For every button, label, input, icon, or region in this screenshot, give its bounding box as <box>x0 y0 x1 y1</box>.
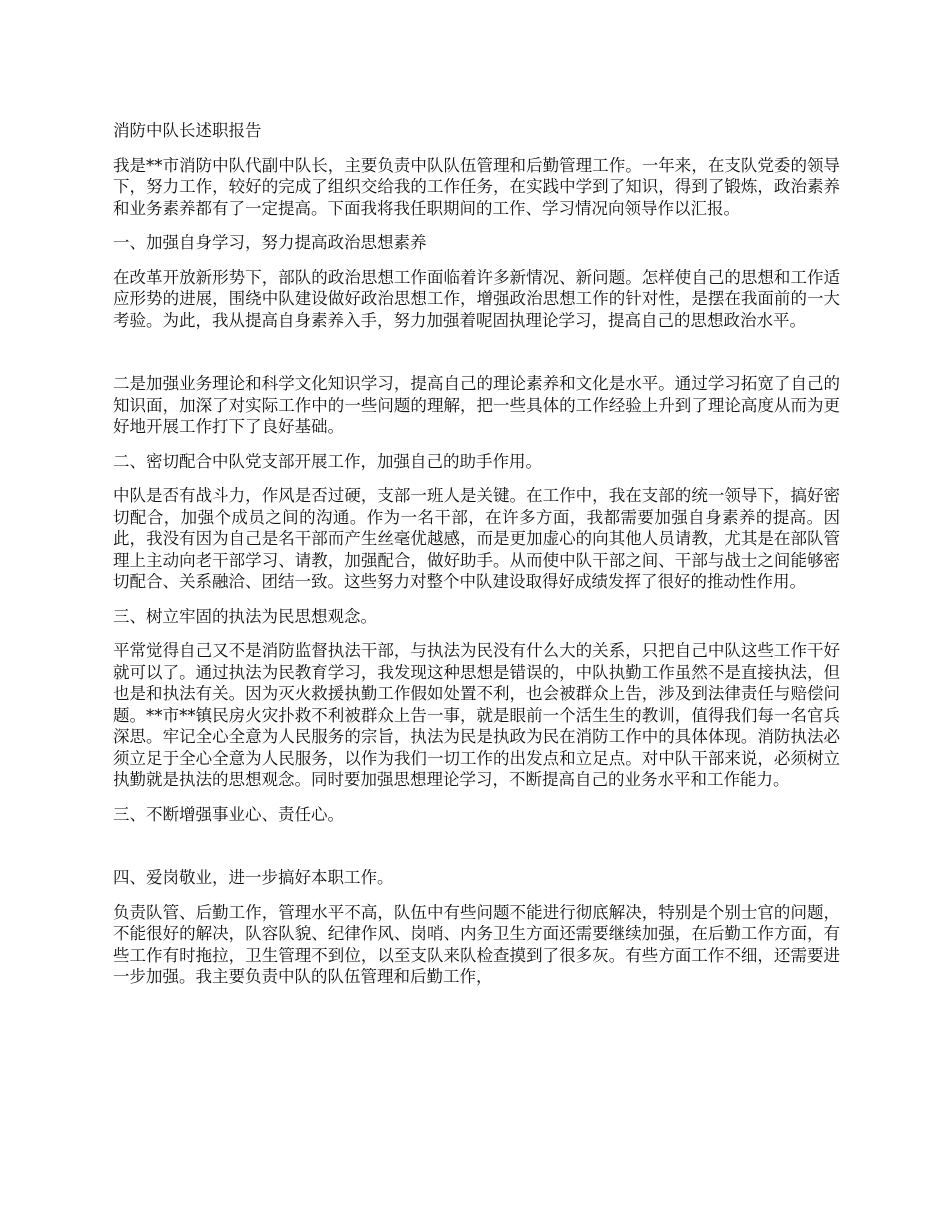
body-paragraph: 平常觉得自己又不是消防监督执法干部，与执法为民没有什么大的关系，只把自己中队这些工作干好就可以了。通过执法为民教育学习，我发现这种思想是错误的，中队执勤工作虽然不是直接执法，但也是和执法有关。因为灭火救援执勤工作假如处置不利，也会被群众上告，涉及到法律责任与赔偿问题。**市**镇民房火灾扑救不利被群众上告一事，就是眼前一个活生生的教训，值得我们每一名官兵深思。牢记全心全意为人民服务的宗旨，执法为民是执政为民在消防工作中的具体体现。消防执法必须立足于全心全意为人民服务，以作为我们一切工作的出发点和立足点。对中队干部来说，必须树立执勤就是执法的思想观念。同时要加强思想理论学习，不断提高自己的业务水平和工作能力。 <box>113 641 840 789</box>
body-paragraph: 在改革开放新形势下，部队的政治思想工作面临着许多新情况、新问题。怎样使自己的思想和工作适应形势的进展，围绕中队建设做好政治思想工作，增强政治思想工作的针对性，是摆在我面前的一大考验。为此，我从提高自身素养入手，努力加强着呢固执理论学习，提高自己的思想政治水平。 <box>113 267 840 330</box>
document-body <box>113 120 840 1001</box>
body-paragraph: 二是加强业务理论和科学文化知识学习，提高自己的理论素养和文化是水平。通过学习拓宽了自己的知识面，加深了对实际工作中的一些问题的理解，把一些具体的工作经验上升到了理论高度从而为更好地开展工作打下了良好基础。 <box>113 374 840 436</box>
section-heading-3b: 三、不断增强事业心、责任心。 <box>113 804 344 824</box>
body-paragraph: 负责队管、后勤工作，管理水平不高，队伍中有些问题不能进行彻底解决，特别是个别士官的问题，不能很好的解决，队容队貌、纪律作风、岗哨、内务卫生方面还需要继续加强，在后勤工作方面，有些工作有时拖拉，卫生管理不到位，以至支队来队检查摸到了很多灰。有些方面工作不细，还需要进一步加强。我主要负责中队的队伍管理和后勤工作， <box>113 902 840 986</box>
section-heading-1: 一、加强自身学习，努力提高政治思想素养 <box>113 233 427 252</box>
document-title: 消防中队长述职报告 <box>113 121 262 140</box>
section-heading-4: 四、爱岗敬业，进一步搞好本职工作。 <box>113 868 394 887</box>
section-heading-3: 三、树立牢固的执法为民思想观念。 <box>113 606 377 626</box>
section-heading-2: 二、密切配合中队党支部开展工作，加强自己的助手作用。 <box>113 451 542 471</box>
intro-paragraph: 我是**市消防中队代副中队长，主要负责中队队伍管理和后勤管理工作。一年来，在支队党委的领导下，努力工作，较好的完成了组织交给我的工作任务，在实践中学到了知识，得到了锻炼，政治素养和业务素养都有了一定提高。下面我将我任职期间的工作、学习情况向领导作以汇报。 <box>113 155 840 218</box>
body-paragraph: 中队是否有战斗力，作风是否过硬，支部一班人是关键。在工作中，我在支部的统一领导下，搞好密切配合，加强个成员之间的沟通。作为一名干部，在许多方面，我都需要加强自身素养的提高。因此，我没有因为自己是名干部而产生丝毫优越感，而是更加虚心的向其他人员请教，尤其是在部队管理上主动向老干部学习、请教，加强配合，做好助手。从而使中队干部之间、干部与战士之间能够密切配合、关系融洽、团结一致。这些努力对整个中队建设取得好成绩发挥了很好的推动性作用。 <box>113 486 840 591</box>
